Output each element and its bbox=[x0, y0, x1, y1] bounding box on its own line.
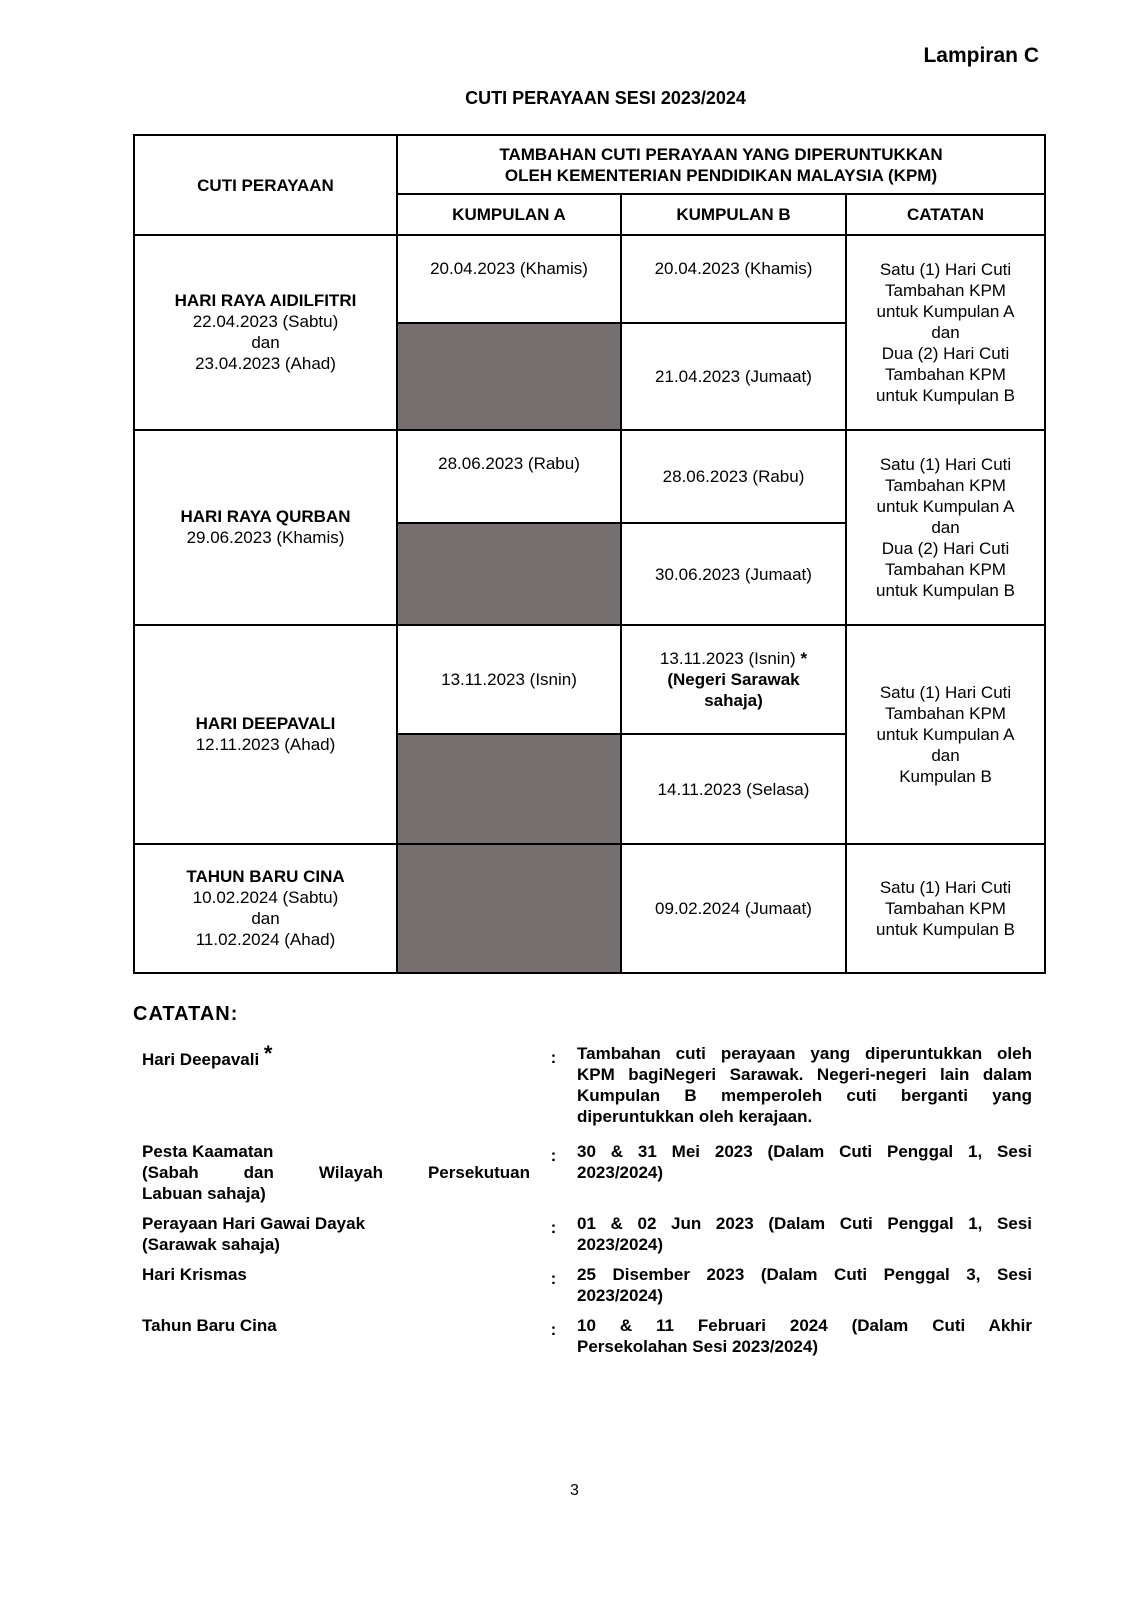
holiday-name: HARI DEEPAVALI bbox=[195, 714, 336, 734]
catatan-line: Tambahan KPM bbox=[885, 898, 1006, 918]
page-title: CUTI PERAYAAN SESI 2023/2024 bbox=[465, 88, 746, 108]
kumpulan-a-date: 20.04.2023 (Khamis) bbox=[397, 235, 621, 323]
catatan-line: Tambahan KPM bbox=[885, 280, 1006, 300]
catatan-line: Satu (1) Hari Cuti bbox=[879, 682, 1012, 702]
header-kumpulan-b: KUMPULAN B bbox=[621, 194, 846, 235]
holiday-date: 10.02.2024 (Sabtu) bbox=[192, 888, 339, 908]
holiday-date: 22.04.2023 (Sabtu) bbox=[192, 312, 339, 332]
note-value-line: 30 & 31 Mei 2023 (Dalam Cuti Penggal 1, Sesi bbox=[577, 1142, 1032, 1161]
kumpulan-b-date: 13.11.2023 (Isnin) bbox=[659, 649, 796, 669]
kumpulan-a-date: 13.11.2023 (Isnin) bbox=[397, 625, 621, 734]
note-row bbox=[142, 1315, 1032, 1357]
asterisk-mark: * bbox=[800, 649, 808, 669]
note-colon: : bbox=[550, 1320, 557, 1339]
holiday-date: dan bbox=[251, 909, 280, 929]
catatan-line: dan bbox=[931, 745, 960, 765]
note-row bbox=[142, 1264, 1032, 1306]
kumpulan-b-date: 30.06.2023 (Jumaat) bbox=[621, 523, 846, 625]
shaded-cell bbox=[397, 844, 621, 973]
note-label bbox=[142, 1315, 530, 1357]
catatan-line: untuk Kumpulan A bbox=[876, 301, 1015, 321]
catatan-line: Dua (2) Hari Cuti bbox=[881, 538, 1010, 558]
kumpulan-a-date: 28.06.2023 (Rabu) bbox=[397, 430, 621, 523]
catatan-line: Dua (2) Hari Cuti bbox=[881, 343, 1010, 363]
catatan-line: Satu (1) Hari Cuti bbox=[879, 454, 1012, 474]
shaded-cell bbox=[397, 734, 621, 843]
header-kumpulan-a: KUMPULAN A bbox=[397, 194, 621, 235]
note-value-line: diperuntukkan oleh kerajaan. bbox=[577, 1107, 813, 1126]
note-row bbox=[142, 1141, 1032, 1204]
page-number: 3 bbox=[570, 1482, 579, 1499]
note-value-line: 2023/2024) bbox=[577, 1286, 664, 1305]
header-tambahan-line1: TAMBAHAN CUTI PERAYAAN YANG DIPERUNTUKKAN bbox=[499, 144, 943, 164]
note-colon: : bbox=[550, 1218, 557, 1237]
sarawak-note: sahaja) bbox=[704, 691, 763, 711]
note-value bbox=[577, 1141, 1032, 1204]
catatan-line: Satu (1) Hari Cuti bbox=[879, 259, 1012, 279]
holiday-date: 11.02.2024 (Ahad) bbox=[195, 930, 336, 950]
note-value-line: Kumpulan B memperoleh cuti berganti yang bbox=[577, 1086, 1032, 1105]
holiday-name-cell bbox=[134, 430, 397, 625]
catatan-line: dan bbox=[931, 517, 960, 537]
note-label-line: Perayaan Hari Gawai Dayak bbox=[142, 1214, 366, 1233]
kumpulan-b-date-cell bbox=[621, 625, 846, 734]
catatan-line: untuk Kumpulan B bbox=[876, 919, 1015, 939]
attachment-label: Lampiran C bbox=[923, 44, 1039, 67]
catatan-heading: CATATAN: bbox=[133, 1003, 239, 1025]
catatan-cell bbox=[846, 235, 1045, 429]
note-value bbox=[577, 1315, 1032, 1357]
catatan-line: dan bbox=[931, 322, 960, 342]
holiday-name-cell bbox=[134, 235, 397, 429]
note-label bbox=[142, 1141, 530, 1204]
note-label bbox=[142, 1264, 530, 1306]
shaded-cell bbox=[397, 523, 621, 625]
note-label-line: Pesta Kaamatan bbox=[142, 1142, 274, 1161]
catatan-line: Tambahan KPM bbox=[885, 475, 1006, 495]
note-row bbox=[142, 1213, 1032, 1255]
kumpulan-b-date: 14.11.2023 (Selasa) bbox=[621, 734, 846, 843]
notes-list bbox=[142, 1043, 1032, 1365]
note-value-line: KPM bagiNegeri Sarawak. Negeri-negeri lain dalam bbox=[577, 1065, 1032, 1084]
header-catatan: CATATAN bbox=[846, 194, 1045, 235]
note-label bbox=[142, 1213, 530, 1255]
catatan-line: untuk Kumpulan B bbox=[876, 580, 1015, 600]
holiday-name: TAHUN BARU CINA bbox=[186, 867, 345, 887]
note-value-line: 01 & 02 Jun 2023 (Dalam Cuti Penggal 1, Sesi bbox=[577, 1214, 1032, 1233]
note-value-line: 10 & 11 Februari 2024 (Dalam Cuti Akhir bbox=[577, 1316, 1032, 1335]
asterisk-mark: * bbox=[263, 1041, 273, 1066]
note-value-line: 25 Disember 2023 (Dalam Cuti Penggal 3, Sesi bbox=[577, 1265, 1032, 1284]
kumpulan-b-date: 09.02.2024 (Jumaat) bbox=[621, 844, 846, 973]
note-colon: : bbox=[550, 1269, 557, 1288]
note-value bbox=[577, 1043, 1032, 1127]
note-value bbox=[577, 1213, 1032, 1255]
catatan-line: untuk Kumpulan A bbox=[876, 724, 1015, 744]
note-value-line: Persekolahan Sesi 2023/2024) bbox=[577, 1337, 818, 1356]
sarawak-note: (Negeri Sarawak bbox=[667, 670, 800, 690]
kumpulan-b-date: 28.06.2023 (Rabu) bbox=[621, 430, 846, 523]
note-label-line: (Sarawak sahaja) bbox=[142, 1235, 280, 1254]
holiday-name: HARI RAYA QURBAN bbox=[180, 507, 351, 527]
note-colon: : bbox=[550, 1146, 557, 1165]
holiday-date: dan bbox=[251, 333, 280, 353]
catatan-line: Tambahan KPM bbox=[885, 364, 1006, 384]
note-colon: : bbox=[550, 1048, 557, 1067]
note-value bbox=[577, 1264, 1032, 1306]
note-label bbox=[142, 1043, 530, 1127]
holiday-table bbox=[133, 134, 1046, 974]
note-value-line: Tambahan cuti perayaan yang diperuntukkan oleh bbox=[577, 1044, 1032, 1063]
holiday-name: HARI RAYA AIDILFITRI bbox=[174, 291, 357, 311]
holiday-name-cell bbox=[134, 625, 397, 844]
catatan-line: Kumpulan B bbox=[899, 766, 992, 786]
header-cuti-perayaan: CUTI PERAYAAN bbox=[134, 135, 397, 235]
holiday-date: 29.06.2023 (Khamis) bbox=[186, 528, 345, 548]
note-label-line: Hari Krismas bbox=[142, 1265, 247, 1284]
header-tambahan-cuti bbox=[397, 135, 1045, 194]
catatan-line: Tambahan KPM bbox=[885, 703, 1006, 723]
note-value-line: 2023/2024) bbox=[577, 1163, 664, 1182]
shaded-cell bbox=[397, 323, 621, 429]
catatan-cell bbox=[846, 844, 1045, 973]
note-row bbox=[142, 1043, 1032, 1127]
holiday-name-cell bbox=[134, 844, 397, 973]
catatan-cell bbox=[846, 430, 1045, 625]
holiday-date: 23.04.2023 (Ahad) bbox=[195, 354, 336, 374]
note-label-line: Tahun Baru Cina bbox=[142, 1316, 277, 1335]
catatan-line: untuk Kumpulan B bbox=[876, 385, 1015, 405]
catatan-line: Satu (1) Hari Cuti bbox=[879, 877, 1012, 897]
holiday-date: 12.11.2023 (Ahad) bbox=[195, 735, 336, 755]
note-label-line: Labuan sahaja) bbox=[142, 1184, 266, 1203]
note-value-line: 2023/2024) bbox=[577, 1235, 664, 1254]
kumpulan-b-date: 21.04.2023 (Jumaat) bbox=[621, 323, 846, 429]
kumpulan-b-date: 20.04.2023 (Khamis) bbox=[621, 235, 846, 323]
note-label-line: (Sabah dan Wilayah Persekutuan bbox=[142, 1163, 530, 1182]
catatan-cell bbox=[846, 625, 1045, 844]
catatan-line: Tambahan KPM bbox=[885, 559, 1006, 579]
header-tambahan-line2: OLEH KEMENTERIAN PENDIDIKAN MALAYSIA (KPM) bbox=[504, 165, 938, 185]
catatan-line: untuk Kumpulan A bbox=[876, 496, 1015, 516]
note-label-line: Hari Deepavali bbox=[142, 1050, 260, 1069]
